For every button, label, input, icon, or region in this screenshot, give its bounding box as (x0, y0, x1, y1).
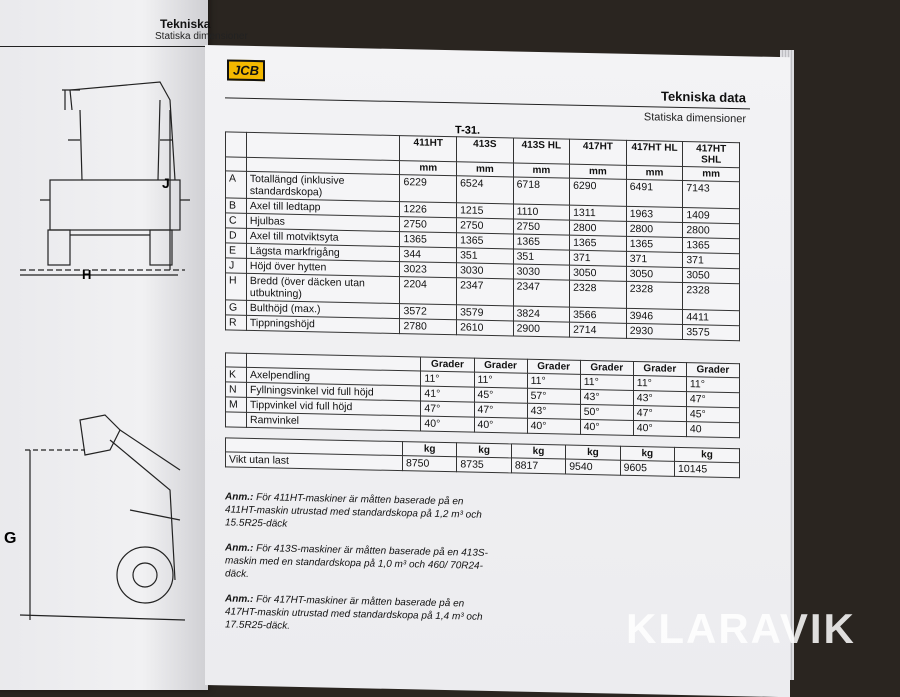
row-value: 1963 (626, 206, 683, 222)
notes-section (225, 490, 495, 649)
row-label: Axel till motviktsyta (246, 228, 400, 246)
unit-header: kg (566, 445, 620, 460)
row-value: 3572 (400, 304, 457, 320)
row-value: 40° (527, 418, 580, 434)
unit-header: mm (570, 164, 627, 179)
row-value: 2930 (626, 323, 683, 339)
row-label: Höjd över hytten (246, 258, 400, 276)
row-value: 1110 (513, 204, 570, 220)
row-value: 57° (527, 388, 580, 404)
row-value: 47° (421, 401, 474, 417)
row-value: 351 (513, 249, 570, 265)
row-value: 2714 (570, 322, 627, 338)
model-header: 413S HL (513, 138, 570, 164)
unit-header: kg (511, 444, 565, 459)
row-value: 40° (421, 416, 474, 432)
row-value: 2328 (683, 283, 740, 311)
row-value: 11° (633, 375, 686, 391)
unit-header: mm (513, 163, 570, 178)
row-label: Axelpendling (247, 367, 421, 386)
unit-header: Grader (633, 361, 686, 376)
page-subtitle: Statiska dimensioner (643, 111, 746, 126)
weight-value: 8750 (403, 456, 457, 472)
row-code: C (226, 213, 247, 228)
row-value: 1365 (513, 234, 570, 250)
weight-value: 10145 (675, 461, 740, 477)
unit-header: Grader (474, 358, 527, 373)
row-value: 3050 (570, 265, 627, 281)
note-prefix: Anm.: (225, 542, 254, 555)
weight-label: Vikt utan last (226, 452, 403, 471)
table-label: T-31. (455, 124, 481, 137)
unit-header: mm (457, 162, 514, 177)
row-label: Ramvinkel (247, 412, 421, 431)
row-value: 3575 (683, 325, 740, 341)
row-code: K (226, 367, 247, 382)
note (225, 490, 495, 535)
row-value: 371 (683, 253, 740, 269)
row-label: Axel till ledtapp (246, 198, 400, 216)
row-value: 3946 (626, 308, 683, 324)
note-prefix: Anm.: (225, 593, 254, 606)
unit-header: kg (675, 447, 740, 462)
table-cell (226, 353, 247, 367)
note (225, 592, 495, 637)
unit-header: Grader (686, 363, 739, 378)
row-label: Fyllningsvinkel vid full höjd (247, 382, 421, 401)
row-value: 1409 (683, 208, 740, 224)
row-value: 3050 (683, 268, 740, 284)
row-value: 43° (633, 390, 686, 406)
row-value: 2610 (457, 320, 514, 336)
row-value: 3030 (457, 263, 514, 279)
row-code: G (226, 300, 247, 315)
model-header: 417HT HL (626, 140, 683, 166)
row-value: 371 (570, 250, 627, 266)
loader-side-view-drawing (10, 410, 200, 640)
dimension-label-G: G (4, 530, 17, 547)
row-value: 3050 (626, 266, 683, 282)
row-value: 45° (474, 387, 527, 403)
row-value: 47° (474, 402, 527, 418)
dimensions-table (225, 131, 740, 341)
model-header: 413S (457, 137, 514, 163)
weight-value: 9540 (566, 459, 620, 475)
left-page-header: Tekniska (160, 17, 211, 31)
row-value: 2347 (513, 279, 570, 307)
row-code: B (226, 198, 247, 213)
unit-header: Grader (580, 360, 633, 375)
row-code: R (226, 315, 247, 330)
row-value: 2900 (513, 321, 570, 337)
row-value: 3566 (570, 307, 627, 323)
row-value: 1226 (400, 202, 457, 218)
unit-header: Grader (421, 357, 474, 372)
row-label: Lägsta markfrigång (246, 243, 400, 261)
row-value: 11° (527, 373, 580, 389)
left-page-subheader: Statiska dimensioner (155, 31, 248, 42)
jcb-logo: JCB (227, 59, 265, 81)
row-code: H (226, 273, 247, 300)
row-value: 6718 (513, 177, 570, 205)
unit-header: kg (620, 446, 674, 461)
row-value: 43° (580, 389, 633, 405)
weight-value: 8735 (457, 457, 511, 473)
unit-header: mm (683, 167, 740, 182)
row-value: 1365 (626, 236, 683, 252)
row-value: 6524 (457, 176, 514, 204)
row-value: 1365 (400, 232, 457, 248)
loader-front-view-drawing (10, 70, 200, 300)
weight-table (225, 437, 740, 478)
row-value: 351 (457, 248, 514, 264)
row-value: 2750 (400, 217, 457, 233)
row-code (226, 412, 247, 427)
note (225, 541, 495, 586)
row-label: Bulthöjd (max.) (246, 300, 400, 318)
page-title: Tekniska data (660, 88, 746, 106)
row-value: 41° (421, 386, 474, 402)
table-cell (226, 132, 247, 157)
row-value: 6491 (626, 179, 683, 207)
row-value: 6290 (570, 178, 627, 206)
unit-header: kg (403, 442, 457, 457)
row-value: 344 (400, 247, 457, 263)
angles-body (226, 367, 740, 438)
unit-header: mm (626, 165, 683, 180)
row-code: A (226, 171, 247, 198)
row-value: 50° (580, 404, 633, 420)
row-value: 2780 (400, 319, 457, 335)
row-value: 40° (580, 419, 633, 435)
row-value: 11° (421, 371, 474, 387)
row-value: 2204 (400, 277, 457, 305)
row-label: Totallängd (inklusive standardskopa) (246, 171, 400, 201)
note-prefix: Anm.: (225, 491, 254, 504)
dimension-label-J: J (162, 175, 170, 191)
row-label: Bredd (över däcken utan utbuktning) (246, 273, 400, 303)
dimensions-body (226, 171, 740, 341)
row-value: 1365 (683, 238, 740, 254)
row-value: 11° (686, 377, 739, 393)
row-code: N (226, 382, 247, 397)
row-value: 2328 (570, 280, 627, 308)
row-value: 6229 (400, 175, 457, 203)
row-value: 43° (527, 403, 580, 419)
row-value: 40 (686, 422, 739, 438)
right-page (205, 45, 790, 697)
row-value: 4411 (683, 310, 740, 326)
row-value: 1311 (570, 205, 627, 221)
row-value: 2800 (626, 221, 683, 237)
row-code: J (226, 258, 247, 273)
table-cell (246, 132, 400, 160)
row-value: 1365 (457, 233, 514, 249)
unit-header: kg (457, 443, 511, 458)
row-value: 1215 (457, 203, 514, 219)
row-value: 47° (686, 392, 739, 408)
weight-value: 9605 (620, 460, 674, 476)
left-page-rule (0, 46, 208, 47)
unit-header: mm (400, 161, 457, 176)
note-text: För 417HT-maskiner är måtten baserade på en 417HT-maskin utrustad med standardskopa på 1,4 m³ och 17.5R25-däck. (225, 594, 483, 632)
row-value: 11° (474, 372, 527, 388)
row-value: 40° (633, 420, 686, 436)
row-value: 371 (626, 251, 683, 267)
row-value: 7143 (683, 181, 740, 209)
row-label: Tippvinkel vid full höjd (247, 397, 421, 416)
table-cell (226, 157, 247, 171)
model-header: 411HT (400, 136, 457, 162)
row-code: E (226, 243, 247, 258)
angles-table (225, 352, 740, 438)
row-value: 2800 (683, 223, 740, 239)
row-label: Hjulbas (246, 213, 400, 231)
row-value: 3579 (457, 305, 514, 321)
row-value: 11° (580, 374, 633, 390)
row-value: 3023 (400, 262, 457, 278)
row-label: Tippningshöjd (246, 315, 400, 333)
row-value: 3030 (513, 264, 570, 280)
row-value: 45° (686, 407, 739, 423)
note-text: För 413S-maskiner är måtten baserade på en 413S-maskin med en standardskopa på 1,0 m³ och 460/ 70R24-däck. (225, 543, 488, 580)
row-value: 2750 (457, 218, 514, 234)
dimension-label-H: H (82, 267, 92, 282)
row-value: 2800 (570, 220, 627, 236)
row-value: 3824 (513, 306, 570, 322)
model-header: 417HT (570, 139, 627, 165)
row-code: M (226, 397, 247, 412)
unit-header: Grader (527, 359, 580, 374)
row-code: D (226, 228, 247, 243)
row-value: 1365 (570, 235, 627, 251)
row-value: 2328 (626, 281, 683, 309)
model-header: 417HT SHL (683, 142, 740, 168)
weight-value: 8817 (511, 458, 565, 474)
row-value: 2347 (457, 278, 514, 306)
watermark: KLARAVIK (626, 605, 856, 652)
row-value: 47° (633, 405, 686, 421)
row-value: 40° (474, 417, 527, 433)
note-text: För 411HT-maskiner är måtten baserade på en 411HT-maskin utrustad med standardskopa på 1,2 m³ och 15.5R25-däck (225, 492, 482, 530)
row-value: 2750 (513, 219, 570, 235)
